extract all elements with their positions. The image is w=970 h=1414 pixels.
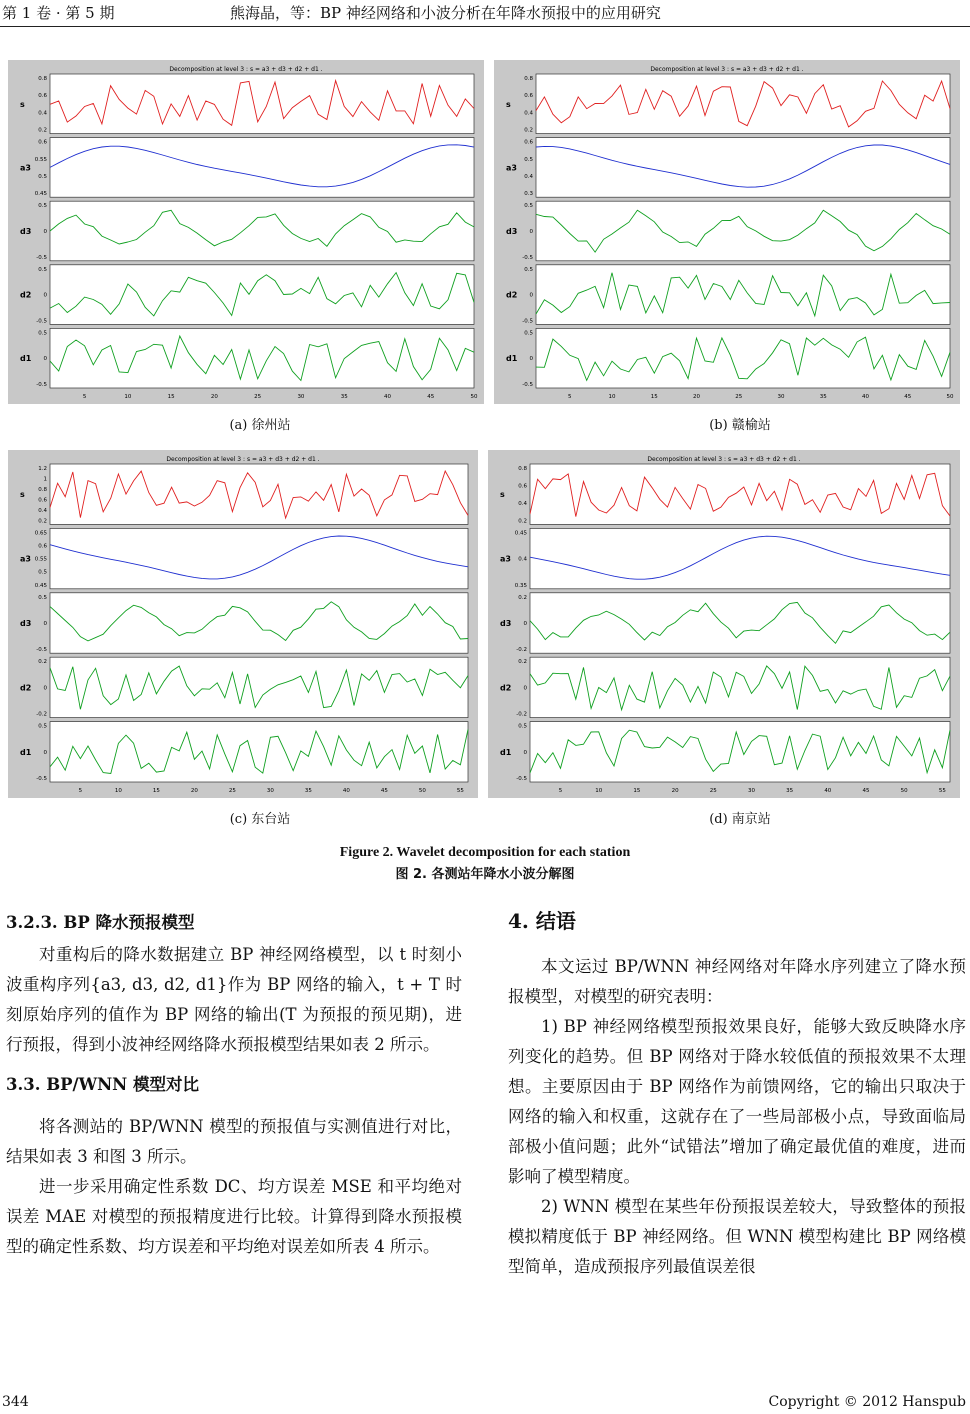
y-tick-label: -0.5: [36, 776, 47, 782]
panel-label: d1: [500, 747, 512, 757]
x-tick-label: 40: [824, 788, 832, 794]
y-tick-label: 0.2: [518, 659, 527, 666]
y-tick-label: 0.3: [524, 191, 533, 198]
y-tick-label: 0.55: [34, 556, 47, 563]
y-tick-label: 0.45: [34, 191, 47, 198]
y-tick-label: 0: [43, 621, 47, 627]
plot-title: Decomposition at level 3 : s = a3 + d3 + d2 + d1 .: [647, 456, 801, 463]
y-tick-label: -0.5: [36, 254, 47, 261]
wavelet-plot-svg: [8, 450, 478, 798]
figure-a-xuzhou: [8, 60, 484, 404]
x-tick-label: 35: [819, 394, 827, 400]
panel-label: s: [20, 99, 25, 109]
y-tick-label: -0.2: [516, 647, 527, 654]
y-tick-label: 0.2: [524, 127, 533, 134]
y-tick-label: 0.4: [518, 500, 527, 507]
x-tick-label: 15: [650, 394, 658, 400]
y-tick-label: -0.5: [516, 776, 527, 782]
y-tick-label: 0.4: [524, 174, 533, 180]
caption-c: (c) 东台站: [229, 812, 291, 827]
x-tick-label: 50: [418, 788, 426, 794]
figure-caption-en: Figure 2. Wavelet decomposition for each station: [339, 845, 631, 860]
y-tick-label: 1.2: [38, 466, 47, 472]
running-header: [0, 0, 970, 27]
y-tick-label: 1: [43, 476, 47, 483]
plot-title: Decomposition at level 3 : s = a3 + d3 + d2 + d1 .: [169, 66, 323, 73]
panel-label: d2: [500, 683, 512, 693]
y-tick-label: 0: [523, 621, 527, 627]
y-tick-label: 0: [43, 749, 47, 756]
caption-d: (d) 南京站: [709, 812, 771, 827]
y-tick-label: 0.6: [38, 139, 47, 146]
panel-d3: [530, 593, 950, 653]
panel-d2: [530, 657, 950, 717]
y-tick-label: 0.4: [518, 556, 527, 563]
y-tick-label: -0.5: [522, 254, 533, 261]
y-tick-label: 0.65: [34, 530, 47, 537]
y-tick-label: 0.8: [38, 486, 47, 493]
y-tick-label: 0.5: [38, 569, 47, 576]
x-tick-label: 30: [777, 394, 785, 400]
y-tick-label: 0: [43, 229, 47, 235]
y-tick-label: 0.6: [38, 543, 47, 550]
panel-label: d3: [500, 619, 512, 628]
section-heading-3-3: 3.3. BP/WNN 模型对比: [6, 1075, 200, 1094]
x-tick-label: 15: [152, 788, 160, 794]
y-tick-label: 0.6: [524, 139, 533, 146]
y-tick-label: 0.2: [38, 127, 47, 134]
x-tick-label: 40: [383, 394, 391, 400]
y-tick-label: 0.4: [38, 507, 47, 514]
panel-label: d2: [506, 290, 518, 300]
figure-b-ganyu: [494, 60, 960, 404]
x-tick-label: 30: [266, 788, 274, 794]
page-number: 344: [2, 1394, 29, 1410]
y-tick-label: 0: [523, 749, 527, 756]
y-tick-label: 0.5: [38, 174, 47, 180]
x-tick-label: 30: [747, 788, 755, 794]
panel-label: a3: [20, 163, 31, 173]
y-tick-label: 0: [529, 292, 533, 299]
y-tick-label: 0.8: [518, 466, 527, 472]
x-tick-label: 25: [735, 394, 743, 400]
panel-label: d1: [20, 747, 32, 757]
y-tick-label: 0: [529, 229, 533, 235]
paragraph: 2) WNN 模型在某些年份预报误差较大，导致整体的预报模拟精度低于 BP 神经网络。但 WNN 模型构建比 BP 网络模型简单，造成预报序列最值误差很: [508, 1197, 966, 1276]
y-tick-label: 0.5: [524, 156, 533, 163]
panel-label: a3: [506, 163, 517, 173]
panel-s: [530, 464, 950, 524]
panel-s: [50, 74, 474, 134]
y-tick-label: 0.5: [38, 266, 47, 273]
panel-d3: [50, 201, 474, 261]
panel-a3: [536, 138, 950, 198]
paragraph: 本文运过 BP/WNN 神经网络对年降水序列建立了降水预报模型，对模型的研究表明：: [508, 957, 966, 1006]
y-tick-label: 0.5: [524, 266, 533, 273]
wavelet-plot-svg: [494, 60, 960, 404]
plot-title: Decomposition at level 3 : s = a3 + d3 + d2 + d1 .: [650, 66, 804, 73]
x-tick-label: 25: [228, 788, 236, 794]
caption-b: (b) 赣榆站: [709, 418, 771, 433]
section-heading-3-2-3: 3.2.3. BP 降水预报模型: [6, 913, 195, 932]
y-tick-label: 0.5: [38, 203, 47, 210]
panel-label: d3: [20, 227, 32, 236]
y-tick-label: 0.5: [518, 723, 527, 730]
figure-d-nanjing: [488, 450, 960, 798]
x-tick-label: 10: [608, 394, 616, 400]
y-tick-label: -0.2: [36, 711, 47, 718]
y-tick-label: 0.5: [38, 723, 47, 730]
y-tick-label: 0.45: [514, 530, 527, 537]
x-tick-label: 20: [210, 394, 218, 400]
y-tick-label: 0.4: [38, 110, 47, 117]
y-tick-label: 0.55: [34, 156, 47, 163]
y-tick-label: 0.45: [34, 582, 47, 589]
x-tick-label: 30: [297, 394, 305, 400]
y-tick-label: 0.6: [524, 93, 533, 100]
y-tick-label: -0.5: [36, 382, 47, 388]
x-tick-label: 5: [568, 394, 572, 400]
x-tick-label: 25: [254, 394, 262, 400]
y-tick-label: 0.5: [524, 203, 533, 210]
caption-a: (a) 徐州站: [229, 418, 291, 433]
y-tick-label: 0.6: [518, 483, 527, 490]
panel-label: d1: [506, 354, 518, 364]
panel-a3: [530, 528, 950, 588]
panel-d2: [50, 265, 474, 325]
paragraph: 对重构后的降水数据建立 BP 神经网络模型，以 t 时刻小波重构序列{a3, d3, d2, d1}作为 BP 网络的输入，t + T 时刻原始序列的值作为 BP 网络的输出(T 为预报的预见期)，进行预报，得到小波神经网络降水预报模型结果如表 2 所示。: [6, 945, 462, 1054]
x-tick-label: 5: [82, 394, 87, 400]
panel-d1: [50, 722, 468, 782]
x-tick-label: 20: [671, 788, 679, 794]
panel-d2: [50, 657, 468, 717]
wavelet-plot-svg: [488, 450, 960, 798]
y-tick-label: 0.2: [38, 518, 47, 525]
x-tick-label: 40: [342, 788, 350, 794]
y-tick-label: 0.4: [524, 110, 533, 117]
x-tick-label: 40: [862, 394, 870, 400]
y-tick-label: 0: [529, 356, 533, 363]
y-tick-label: 0.2: [38, 659, 47, 666]
x-tick-label: 35: [340, 394, 348, 400]
header-title: 熊海晶，等：BP 神经网络和小波分析在年降水预报中的应用研究: [230, 4, 661, 22]
x-tick-label: 25: [709, 788, 717, 794]
y-tick-label: 0.2: [518, 594, 527, 601]
y-tick-label: 0.5: [38, 594, 47, 601]
right-column: [508, 906, 966, 1282]
panel-d1: [536, 328, 950, 388]
x-tick-label: 50: [900, 788, 908, 794]
panel-d3: [50, 593, 468, 653]
panel-label: s: [20, 490, 25, 500]
x-tick-label: 45: [427, 394, 435, 400]
y-tick-label: 0.6: [38, 93, 47, 100]
panel-label: d2: [20, 683, 32, 693]
y-tick-label: 0: [523, 685, 527, 692]
panel-label: d3: [506, 227, 518, 236]
x-tick-label: 45: [380, 788, 388, 794]
header-issue: 第 1 卷 · 第 5 期: [2, 4, 115, 22]
figure-c-dongtai: [8, 450, 478, 798]
paragraph: 将各测站的 BP/WNN 模型的预报值与实测值进行对比，结果如表 3 和图 3 所示。: [6, 1117, 462, 1166]
x-tick-label: 5: [78, 788, 83, 794]
y-tick-label: -0.5: [36, 647, 47, 654]
left-column: [6, 908, 462, 1262]
x-tick-label: 35: [786, 788, 794, 794]
paragraph: 1) BP 神经网络模型预报效果良好，能够大致反映降水序列变化的趋势。但 BP 网络对于降水较低值的预报效果不太理想。主要原因由于 BP 网络作为前馈网络，它的输出只取决于网络的输入和权重，这就存在了一些局部极小点，导致面临局部极小值问题；此外“试错法”增加了确定最优值的难度，进而影响了模型精度。: [508, 1017, 966, 1186]
copyright: Copyright © 2012 Hanspub: [768, 1394, 966, 1410]
panel-label: a3: [500, 554, 511, 564]
y-tick-label: 0.8: [524, 76, 533, 82]
wavelet-plot-svg: [8, 60, 484, 404]
section-heading-4: 4. 结语: [508, 909, 576, 933]
y-tick-label: 0.5: [524, 330, 533, 337]
y-tick-label: -0.5: [522, 318, 533, 325]
x-tick-label: 55: [938, 788, 946, 794]
x-tick-label: 20: [190, 788, 198, 794]
x-tick-label: 10: [114, 788, 122, 794]
x-tick-label: 15: [167, 394, 175, 400]
paragraph: 进一步采用确定性系数 DC、均方误差 MSE 和平均绝对误差 MAE 对模型的预报精度进行比较。计算得到降水预报模型的确定性系数、均方误差和平均绝对误差如所表 4 所示。: [6, 1177, 462, 1256]
plot-title: Decomposition at level 3 : s = a3 + d3 + d2 + d1 .: [166, 456, 320, 463]
x-tick-label: 10: [124, 394, 132, 400]
x-tick-label: 10: [595, 788, 603, 794]
x-tick-label: 5: [558, 788, 563, 794]
panel-label: s: [500, 490, 505, 500]
y-tick-label: 0.6: [38, 497, 47, 504]
y-tick-label: 0.2: [518, 518, 527, 525]
y-tick-label: -0.5: [522, 382, 533, 388]
panel-d1: [530, 722, 950, 782]
y-tick-label: -0.2: [516, 711, 527, 718]
x-tick-label: 20: [693, 394, 701, 400]
x-tick-label: 35: [304, 788, 312, 794]
figure-caption-zh: 图 2. 各测站年降水小波分解图: [395, 867, 575, 882]
x-tick-label: 55: [456, 788, 464, 794]
panel-a3: [50, 528, 468, 588]
y-tick-label: 0: [43, 685, 47, 692]
x-tick-label: 45: [862, 788, 870, 794]
panel-label: d3: [20, 619, 32, 628]
y-tick-label: 0.8: [38, 76, 47, 82]
panel-label: s: [506, 99, 511, 109]
y-tick-label: 0: [43, 356, 47, 363]
panel-label: a3: [20, 554, 31, 564]
x-tick-label: 15: [633, 788, 641, 794]
y-tick-label: 0.5: [38, 330, 47, 337]
panel-label: d1: [20, 354, 32, 364]
panel-d3: [536, 201, 950, 261]
x-tick-label: 45: [904, 394, 912, 400]
y-tick-label: 0: [43, 292, 47, 299]
x-tick-label: 50: [946, 394, 954, 400]
y-tick-label: -0.5: [36, 318, 47, 325]
y-tick-label: 0.35: [514, 582, 527, 589]
panel-label: d2: [20, 290, 32, 300]
x-tick-label: 50: [470, 394, 478, 400]
